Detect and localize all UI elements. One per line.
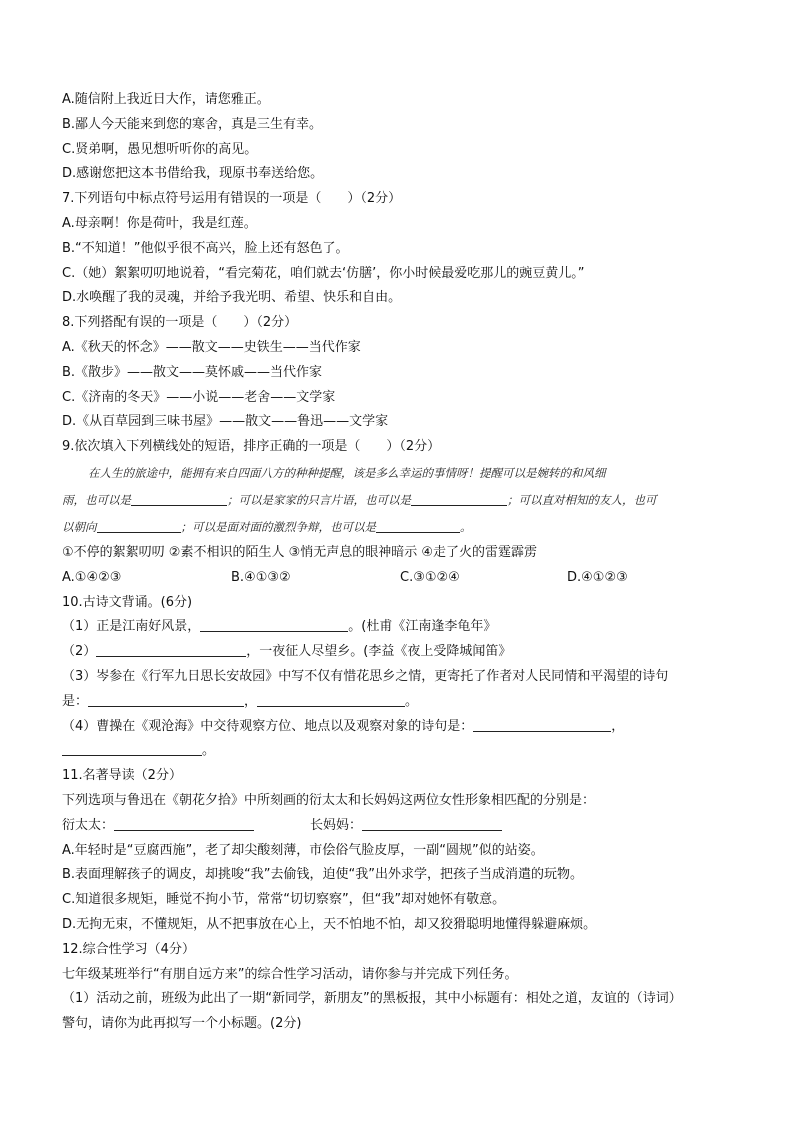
q9-option-b: B.④①③② xyxy=(231,569,291,585)
q10-blank-2[interactable] xyxy=(96,642,246,657)
q11-option-d: D.无拘无束，不懂规矩，从不把事放在心上，天不怕地不怕，却又狡猾聪明地懂得躲避麻烦。 xyxy=(62,916,597,932)
q10-blank-1[interactable] xyxy=(200,617,348,632)
q10-item-3: （3）岑参在《行军九日思长安故园》中写不仅有惜花思乡之情，更寄托了作者对人民同情和平渴望的诗句 xyxy=(62,668,669,684)
q10-item-3-answer xyxy=(62,690,734,715)
q6-option-d: D.感谢您把这本书借给我，现原书奉送给您。 xyxy=(62,166,324,182)
q9-passage-line1: 在人生的旅途中，能拥有来自四面八方的种种提醒，该是多么幸运的事情呀！提醒可以是婉转的和风细 xyxy=(88,465,606,480)
q10-item-2 xyxy=(62,640,734,665)
q6-option-a: A.随信附上我近日大作，请您雅正。 xyxy=(62,92,270,107)
q12-intro: 七年级某班举行“有朋自远方来”的综合性学习活动，请你参与并完成下列任务。 xyxy=(62,966,518,982)
q8-option-c: C.《济南的冬天》——小说——老舍——文学家 xyxy=(62,389,336,405)
q8-option-d: D.《从百草园到三味书屋》——散文——鲁迅——文学家 xyxy=(62,414,389,430)
q6-option-c: C.贤弟啊，愚见想听听你的高见。 xyxy=(62,141,258,157)
q10-item-1 xyxy=(62,615,734,640)
q9-passage xyxy=(62,460,734,541)
q7-option-d: D.水唤醒了我的灵魂，并给予我光明、希望、快乐和自由。 xyxy=(62,290,402,306)
q9-option-d: D.④①②③ xyxy=(567,569,628,585)
exam-page xyxy=(62,88,734,1037)
q11-blank-yan[interactable] xyxy=(114,816,254,831)
q9-text: ；可以直对相知的友人，也可 xyxy=(507,492,657,507)
q10-text: （4）曹操在《观沧海》中交待观察方位、地点以及观察对象的诗句是： xyxy=(62,718,474,734)
q9-blank-4[interactable] xyxy=(376,518,460,533)
q11-label-chang: 长妈妈： xyxy=(310,817,363,833)
q11-option-b: B.表面理解孩子的调皮，却挑唆“我”去偷钱，迫使“我”出外求学，把孩子当成消遣的玩物。 xyxy=(62,867,583,883)
q12-task-1-line1: （1）活动之前，班级为此出了一期“新同学，新朋友”的黑板报，其中小标题有：相处之道，友谊的（诗词） xyxy=(62,991,682,1007)
q10-blank-3[interactable] xyxy=(88,692,244,707)
q10-item-4-answer xyxy=(62,739,734,764)
q10-text: （2） xyxy=(62,644,97,660)
q7-option-a: A.母亲啊！你是荷叶，我是红莲。 xyxy=(62,215,257,231)
q11-intro: 下列选项与鲁迅在《朝花夕拾》中所刻画的衍太太和长妈妈这两位女性形象相匹配的分别是： xyxy=(62,792,596,808)
q10-item-4 xyxy=(62,715,734,740)
q6-option-b: B.鄙人今天能来到您的寒舍，真是三生有幸。 xyxy=(62,116,323,132)
q10-text: （1）正是江南好风景， xyxy=(62,619,201,635)
q7-stem: 7.下列语句中标点符号运用有错误的一项是（ ）（2分） xyxy=(62,191,402,207)
q10-text: 。(杜甫《江南逢李龟年》 xyxy=(348,619,497,635)
q9-blank-1[interactable] xyxy=(131,491,227,506)
q9-passage-line2 xyxy=(62,487,734,514)
q9-text: 以朝向 xyxy=(62,519,97,534)
q9-passage-line3 xyxy=(62,514,734,541)
q10-text: ， xyxy=(244,693,258,709)
q10-text: 。 xyxy=(405,693,419,709)
q9-text: ；可以是面对面的激烈争辩，也可以是 xyxy=(180,519,376,534)
q9-text: ；可以是家家的只言片语，也可以是 xyxy=(227,492,411,507)
q9-text: 雨，也可以是 xyxy=(62,492,131,507)
q9-option-c: C.③①②④ xyxy=(400,569,460,585)
q10-text: ， xyxy=(611,718,625,734)
q9-stem: 9.依次填入下列横线处的短语，排序正确的一项是（ ）（2分） xyxy=(62,439,441,455)
q11-label-yan: 衍太太： xyxy=(62,817,115,833)
q12-task-1-line2: 警句，请你为此再拟写一个小标题。(2分) xyxy=(62,1016,302,1032)
q10-stem: 10.古诗文背诵。(6分) xyxy=(62,594,193,610)
q9-text: 。 xyxy=(460,519,472,534)
q11-option-a: A.年轻时是“豆腐西施”，老了却尖酸刻薄，市侩俗气脸皮厚，一副“圆规”似的站姿。 xyxy=(62,842,544,858)
q10-text: 。 xyxy=(202,743,216,759)
q8-option-a: A.《秋天的怀念》——散文——史铁生——当代作家 xyxy=(62,339,361,355)
q11-answers xyxy=(62,814,734,839)
q11-stem: 11.名著导读（2分） xyxy=(62,768,182,784)
q8-option-b: B.《散步》——散文——莫怀戚——当代作家 xyxy=(62,364,323,380)
q12-stem: 12.综合性学习（4分） xyxy=(62,941,195,957)
q9-option-a: A.①④②③ xyxy=(62,569,122,585)
q10-blank-4[interactable] xyxy=(257,692,405,707)
q7-option-b: B.“不知道！”他似乎很不高兴，脸上还有怒色了。 xyxy=(62,240,349,256)
q9-blank-2[interactable] xyxy=(411,491,507,506)
q10-blank-6[interactable] xyxy=(62,741,202,756)
q11-option-c: C.知道很多规矩，睡觉不拘小节，常常“切切察察”，但“我”却对她怀有敬意。 xyxy=(62,892,506,908)
q7-option-c: C.（她）絮絮叨叨地说着，“看完菊花，咱们就去‘仿膳’，你小时候最爱吃那儿的豌豆黄儿。” xyxy=(62,265,585,281)
q9-phrases: ①不停的絮絮叨叨 ②素不相识的陌生人 ③悄无声息的眼神暗示 ④走了火的雷霆霹雳 xyxy=(62,544,538,560)
q10-blank-5[interactable] xyxy=(473,717,611,732)
q10-text: 是： xyxy=(62,693,89,709)
q9-options xyxy=(62,566,734,591)
q9-blank-3[interactable] xyxy=(97,518,181,533)
q11-blank-chang[interactable] xyxy=(362,816,502,831)
q8-stem: 8.下列搭配有误的一项是（ ）（2分） xyxy=(62,315,298,331)
q10-text: ，一夜征人尽望乡。(李益《夜上受降城闻笛》 xyxy=(246,644,512,660)
